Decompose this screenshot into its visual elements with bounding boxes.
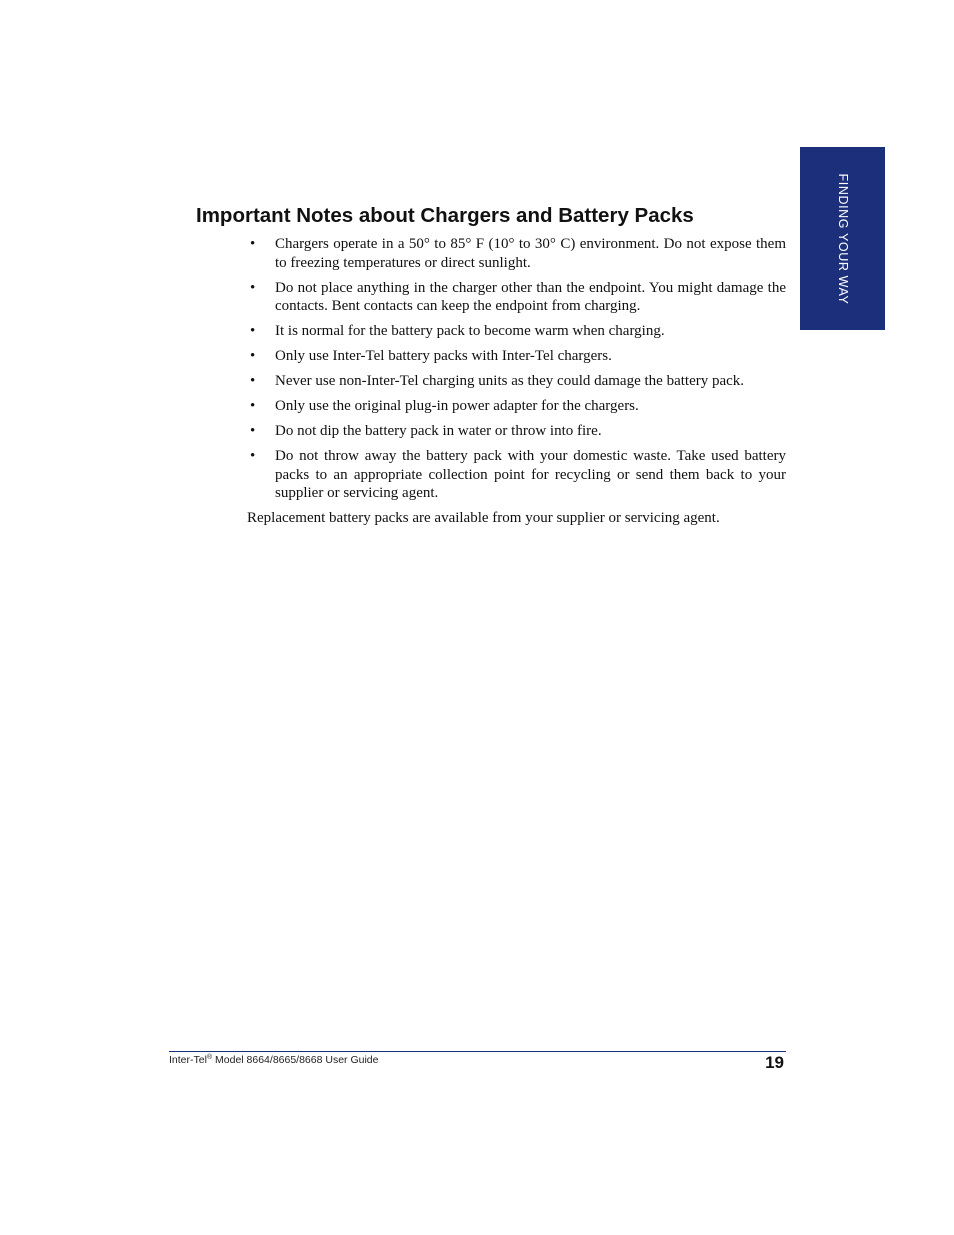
bullet-item — [247, 372, 786, 391]
bullet-dot: • — [250, 236, 256, 252]
bullet-dot: • — [250, 323, 256, 339]
bullet-text: It is normal for the battery pack to become warm when charging. — [275, 323, 665, 339]
bullet-item — [247, 422, 786, 441]
footer-guide-title — [169, 1054, 378, 1066]
registered-mark: ® — [206, 1054, 213, 1061]
bullet-item — [247, 397, 786, 416]
bullet-dot: • — [250, 373, 256, 389]
bullet-item — [247, 279, 786, 316]
bullet-item — [247, 322, 786, 341]
bullet-dot: • — [250, 398, 256, 414]
bullet-text: Never use non-Inter-Tel charging units as they could damage the battery pack. — [275, 373, 745, 389]
bullet-dot: • — [250, 448, 256, 464]
bullet-item — [247, 347, 786, 366]
bullet-text: Do not throw away the battery pack with your domestic waste. Take used battery packs to an appropriate collection point for recycling or send them back to your supplier or servicing agent. — [275, 448, 786, 501]
bullet-dot: • — [250, 423, 256, 439]
closing-paragraph: Replacement battery packs are available from your supplier or servicing agent. — [247, 510, 720, 526]
side-tab-label: FINDING YOUR WAY — [835, 173, 850, 304]
page-number: 19 — [765, 1053, 784, 1072]
bullet-dot: • — [250, 279, 256, 296]
section-side-tab — [800, 147, 885, 330]
footer-brand: Inter-Tel — [169, 1054, 207, 1066]
bullet-item — [247, 235, 786, 272]
bullet-text: Only use the original plug-in power adapter for the chargers. — [275, 398, 639, 414]
bullet-text: Do not place anything in the charger other than the endpoint. You might damage the contacts. Bent contacts can keep the endpoint from charging. — [275, 279, 786, 314]
bullet-text: Chargers operate in a 50° to 85° F (10° to 30° C) environment. Do not expose them to freezing temperatures or direct sunlight. — [275, 236, 786, 271]
bullet-text: Only use Inter-Tel battery packs with Inter-Tel chargers. — [275, 348, 612, 364]
notes-bullet-list — [247, 235, 786, 509]
footer-rule — [169, 1051, 786, 1052]
section-heading: Important Notes about Chargers and Battery Packs — [196, 204, 694, 227]
footer-guide-name: Model 8664/8665/8668 User Guide — [212, 1054, 379, 1066]
bullet-item — [247, 447, 786, 503]
bullet-dot: • — [250, 348, 256, 364]
bullet-text: Do not dip the battery pack in water or throw into fire. — [275, 423, 602, 439]
